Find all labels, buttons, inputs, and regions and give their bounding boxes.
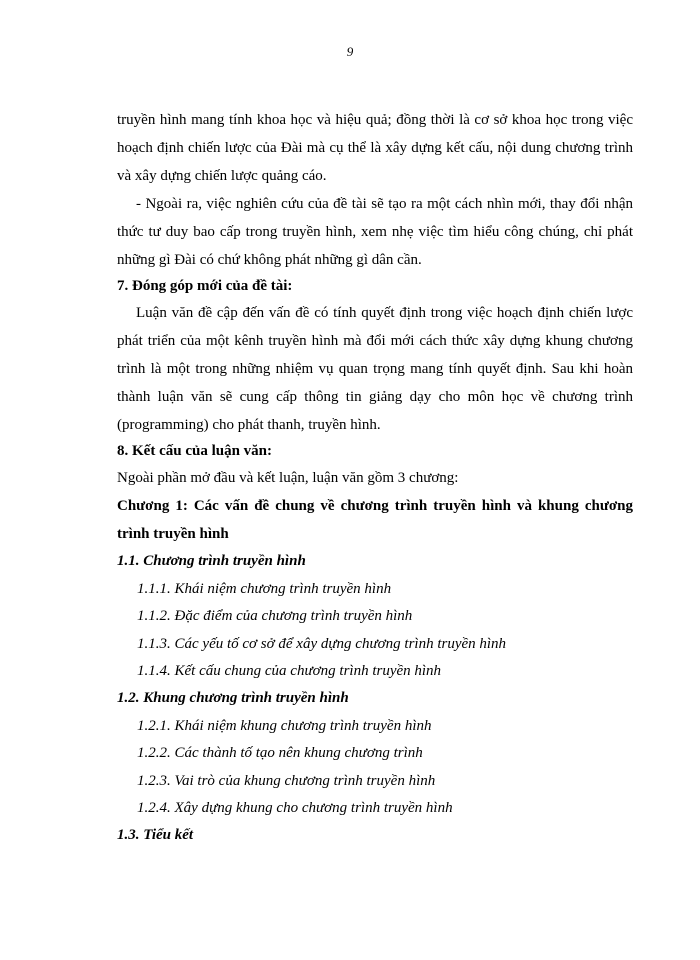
- toc-section-1-1: 1.1. Chương trình truyền hình: [117, 553, 306, 569]
- toc-item-1-2-2: 1.2.2. Các thành tố tạo nên khung chương trình: [137, 745, 423, 761]
- section-8-heading: 8. Kết cấu của luận văn:: [117, 443, 273, 459]
- toc-item-1-1-4: 1.1.4. Kết cấu chung của chương trình truyền hình: [137, 663, 442, 679]
- toc-section-1-3: 1.3. Tiểu kết: [117, 827, 194, 843]
- section-7-line-2: phát triển của một kênh truyền hình mà đổi mới cách thức xây dựng khung chương: [117, 333, 633, 349]
- intro-line-2: hoạch định chiến lược của Đài mà cụ thể là xây dựng kết cấu, nội dung chương trình: [117, 140, 633, 156]
- toc-section-1-2: 1.2. Khung chương trình truyền hình: [117, 690, 349, 706]
- toc-item-1-1-1: 1.1.1. Khái niệm chương trình truyền hình: [137, 581, 392, 597]
- chapter-1-title-line-2: trình truyền hình: [117, 526, 229, 542]
- page-number: 9: [346, 44, 354, 59]
- toc-item-1-2-3: 1.2.3. Vai trò của khung chương trình truyền hình: [137, 773, 436, 789]
- intro-line-3: và xây dựng chiến lược quảng cáo.: [117, 168, 327, 184]
- section-7-line-5: (programming) cho phát thanh, truyền hình.: [117, 417, 381, 433]
- section-7-line-4: thành luận văn sẽ cung cấp thông tin giảng dạy cho môn học về chương trình: [117, 389, 633, 405]
- intro-line-5: thức tư duy bao cấp trong truyền hình, xem nhẹ việc tìm hiểu công chúng, chỉ phát: [117, 224, 633, 240]
- toc-item-1-1-3: 1.1.3. Các yếu tố cơ sở để xây dựng chương trình truyền hình: [137, 636, 507, 652]
- intro-line-6: những gì Đài có chứ không phát những gì dân cần.: [117, 252, 422, 268]
- section-7-heading: 7. Đóng góp mới của đề tài:: [117, 278, 293, 294]
- toc-item-1-2-1: 1.2.1. Khái niệm khung chương trình truyền hình: [137, 718, 432, 734]
- section-7-line-3: trình là một trong những nhiệm vụ quan trọng mang tính quyết định. Sau khi hoàn: [117, 361, 633, 377]
- chapter-1-title-line-1: Chương 1: Các vấn đề chung về chương trình truyền hình và khung chương: [117, 498, 633, 514]
- toc-item-1-1-2: 1.1.2. Đặc điểm của chương trình truyền hình: [137, 608, 413, 624]
- section-7-line-1: Luận văn đề cập đến vấn đề có tính quyết định trong việc hoạch định chiến lược: [136, 305, 633, 321]
- section-8-intro: Ngoài phần mở đầu và kết luận, luận văn gồm 3 chương:: [117, 470, 459, 486]
- intro-line-1: truyền hình mang tính khoa học và hiệu quả; đồng thời là cơ sở khoa học trong việc: [117, 112, 633, 128]
- toc-item-1-2-4: 1.2.4. Xây dựng khung cho chương trình truyền hình: [137, 800, 453, 816]
- intro-line-4: - Ngoài ra, việc nghiên cứu của đề tài sẽ tạo ra một cách nhìn mới, thay đổi nhận: [136, 196, 633, 212]
